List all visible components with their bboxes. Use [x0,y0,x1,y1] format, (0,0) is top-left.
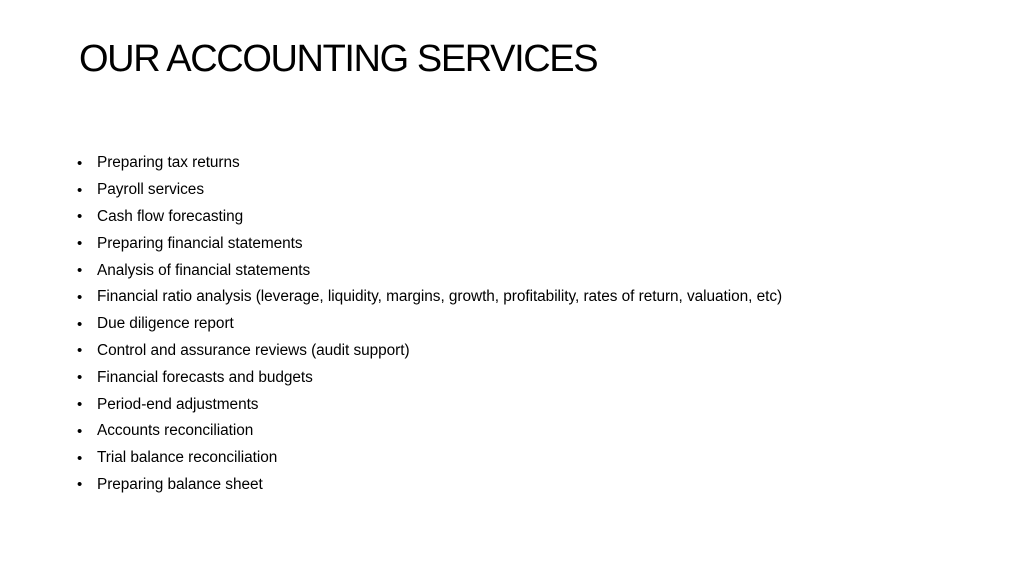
list-item-text: Analysis of financial statements [97,261,311,279]
list-item-text: Period-end adjustments [97,395,259,413]
list-item [77,257,977,284]
slide-title: OUR ACCOUNTING SERVICES [79,38,598,80]
list-item-text: Trial balance reconciliation [97,449,278,467]
list-item [77,418,977,445]
list-item-text: Due diligence report [97,315,234,333]
list-item-text: Preparing tax returns [97,154,240,172]
list-item-text: Payroll services [97,181,204,199]
bullet-icon: • [77,315,83,333]
bullet-icon: • [77,262,83,280]
list-item-text: Accounts reconciliation [97,422,254,440]
list-item-text: Financial forecasts and budgets [97,368,313,386]
list-item-text: Cash flow forecasting [97,207,244,225]
list-item [77,284,977,311]
bullet-icon: • [77,208,83,226]
bullet-icon: • [77,235,83,253]
bullet-icon: • [77,449,83,467]
list-item [77,472,977,499]
bullet-icon: • [77,342,83,360]
list-item [77,204,977,231]
bullet-icon: • [77,154,83,172]
bullet-icon: • [77,422,83,440]
list-item [77,150,977,177]
bullet-icon: • [77,288,83,306]
bullet-icon: • [77,396,83,414]
list-item-text: Control and assurance reviews (audit support) [97,341,410,359]
list-item [77,338,977,365]
list-item [77,311,977,338]
list-item-text: Financial ratio analysis (leverage, liquidity, margins, growth, profitability, rates of return, valuation, etc) [97,288,783,306]
list-item [77,177,977,204]
list-item-text: Preparing financial statements [97,234,303,252]
services-list [77,150,977,498]
list-item [77,364,977,391]
list-item [77,445,977,472]
list-item [77,391,977,418]
list-item [77,230,977,257]
bullet-icon: • [77,181,83,199]
bullet-icon: • [77,369,83,387]
list-item-text: Preparing balance sheet [97,475,263,493]
bullet-icon: • [77,476,83,494]
